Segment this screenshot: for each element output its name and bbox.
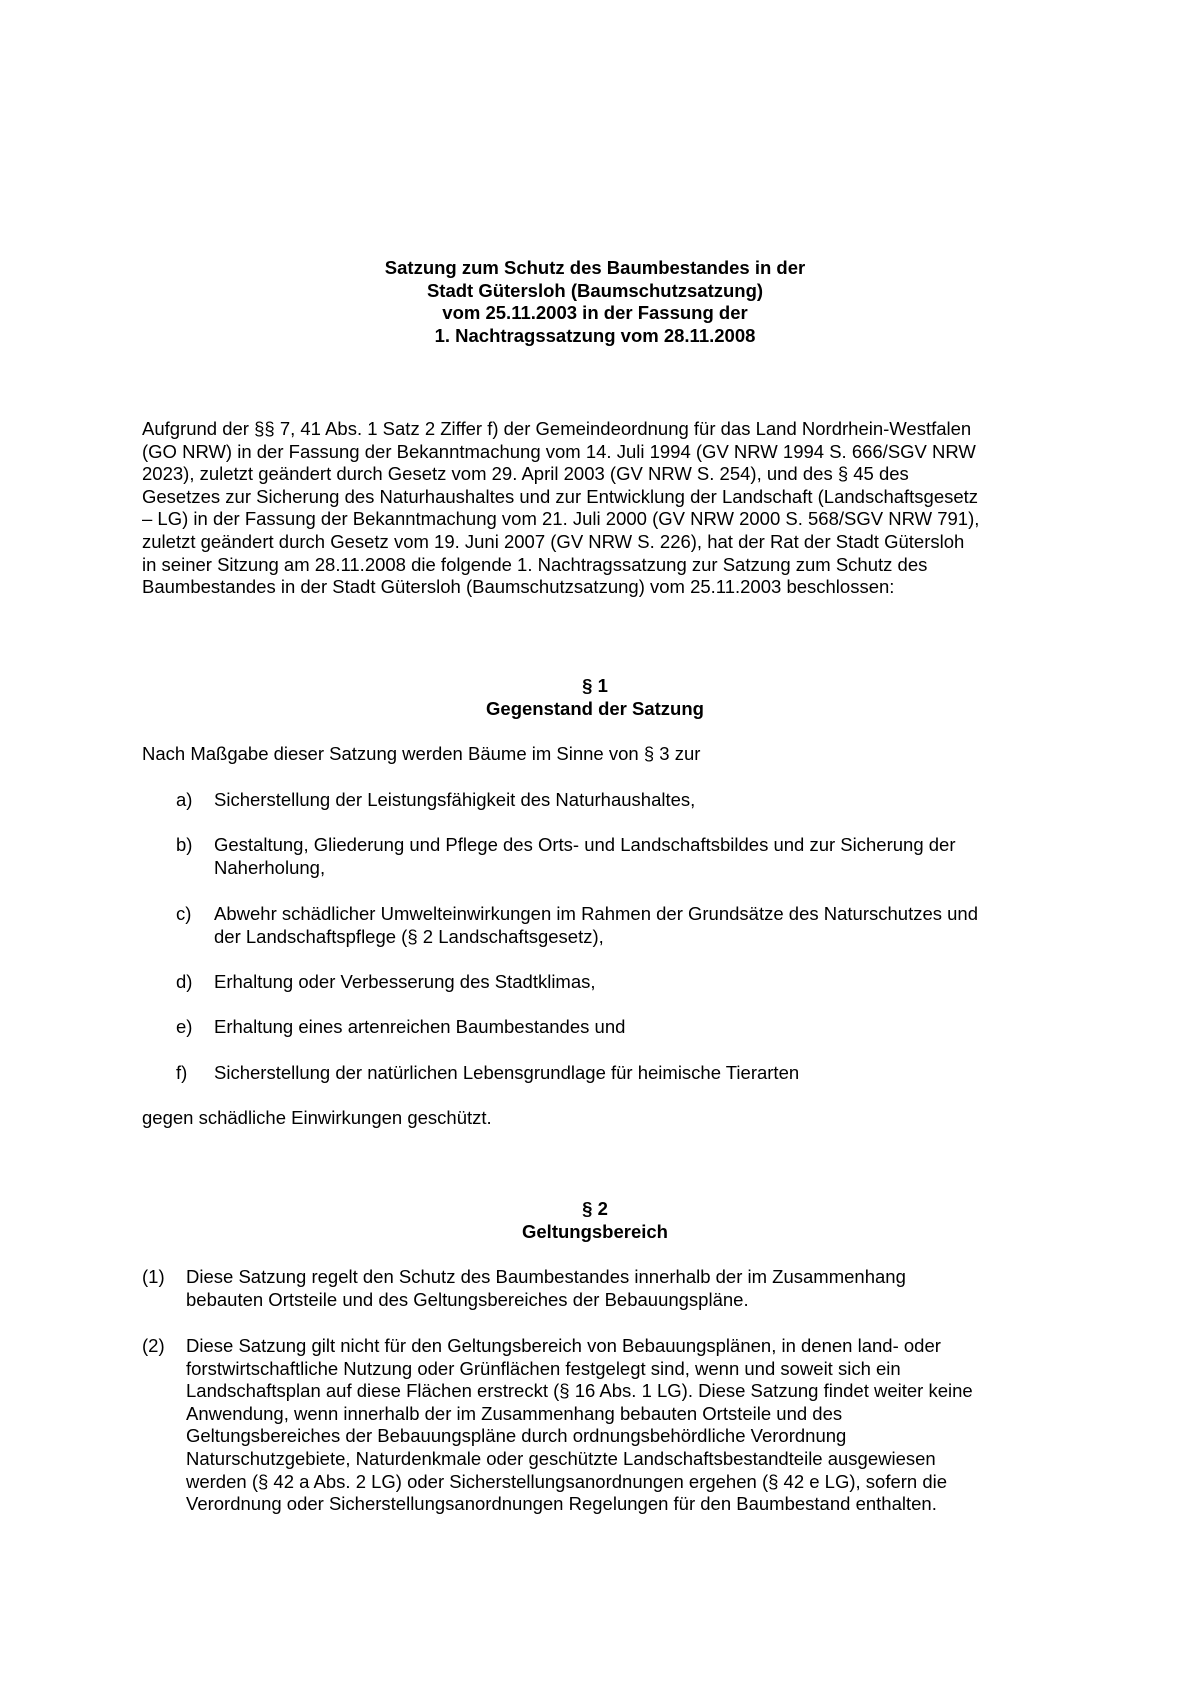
list-label: b) bbox=[176, 834, 193, 855]
title-line-2: Stadt Gütersloh (Baumschutzsatzung) bbox=[426, 279, 764, 301]
title-line-3: vom 25.11.2003 in der Fassung der bbox=[442, 302, 748, 324]
section-2-title: Geltungsbereich bbox=[522, 1220, 668, 1242]
item-text: werden (§ 42 a Abs. 2 LG) oder Sicherstellungsanordnungen ergehen (§ 42 e LG), sofern die bbox=[186, 1470, 948, 1492]
section-2-heading bbox=[0, 1198, 1190, 1243]
preamble-line: Baumbestandes in der Stadt Gütersloh (Baumschutzsatzung) vom 25.11.2003 beschlossen: bbox=[142, 576, 895, 598]
item-text: bebauten Ortsteile und des Geltungsbereiches der Bebauungspläne. bbox=[186, 1288, 749, 1310]
preamble-line: Gesetzes zur Sicherung des Naturhaushaltes und zur Entwicklung der Landschaft (Landschaftsgesetz bbox=[142, 485, 979, 507]
list-item-e bbox=[176, 1016, 1056, 1039]
preamble-paragraph bbox=[142, 418, 1062, 599]
list-item-f bbox=[176, 1062, 1056, 1085]
document-title bbox=[0, 257, 1190, 347]
title-line-4: 1. Nachtragssatzung vom 28.11.2008 bbox=[434, 324, 756, 346]
list-text: Erhaltung eines artenreichen Baumbestandes und bbox=[214, 1016, 626, 1037]
section-1-number: § 1 bbox=[582, 675, 608, 696]
item-number: (2) bbox=[142, 1335, 165, 1356]
list-text: der Landschaftspflege (§ 2 Landschaftsgesetz), bbox=[214, 925, 604, 947]
list-label: f) bbox=[176, 1062, 188, 1083]
list-text: Erhaltung oder Verbesserung des Stadtklimas, bbox=[214, 971, 596, 992]
list-text: Gestaltung, Gliederung und Pflege des Orts- und Landschaftsbildes und zur Sicherung der bbox=[214, 834, 956, 855]
list-text: Abwehr schädlicher Umwelteinwirkungen im Rahmen der Grundsätze des Naturschutzes und bbox=[214, 903, 979, 924]
item-text: Anwendung, wenn innerhalb der im Zusammenhang bebauten Ortsteile und des bbox=[186, 1402, 843, 1424]
list-text: Sicherstellung der natürlichen Lebensgrundlage für heimische Tierarten bbox=[214, 1062, 800, 1083]
item-text: Diese Satzung regelt den Schutz des Baumbestandes innerhalb der im Zusammenhang bbox=[186, 1266, 906, 1287]
preamble-line: in seiner Sitzung am 28.11.2008 die folgende 1. Nachtragssatzung zur Satzung zum Schutz des bbox=[142, 553, 928, 575]
section-1-title: Gegenstand der Satzung bbox=[486, 697, 704, 719]
section-1-heading bbox=[0, 675, 1190, 720]
list-item-a bbox=[176, 789, 1056, 812]
item-text: forstwirtschaftliche Nutzung oder Grünflächen festgelegt sind, wenn und soweit sich ein bbox=[186, 1357, 901, 1379]
list-item-c bbox=[176, 903, 1056, 948]
list-item-b bbox=[176, 834, 1056, 879]
preamble-line: zuletzt geändert durch Gesetz vom 19. Juni 2007 (GV NRW S. 226), hat der Rat der Stadt Gütersloh bbox=[142, 530, 965, 552]
list-item-d bbox=[176, 971, 1056, 994]
section-1-outro: gegen schädliche Einwirkungen geschützt. bbox=[142, 1107, 492, 1128]
item-text: Diese Satzung gilt nicht für den Geltungsbereich von Bebauungsplänen, in denen land- oder bbox=[186, 1335, 941, 1356]
list-label: a) bbox=[176, 789, 193, 810]
list-text: Naherholung, bbox=[214, 856, 326, 878]
preamble-line: (GO NRW) in der Fassung der Bekanntmachung vom 14. Juli 1994 (GV NRW 1994 S. 666/SGV NRW bbox=[142, 440, 976, 462]
list-label: d) bbox=[176, 971, 193, 992]
section-1-intro: Nach Maßgabe dieser Satzung werden Bäume im Sinne von § 3 zur bbox=[142, 743, 701, 764]
item-text: Naturschutzgebiete, Naturdenkmale oder geschützte Landschaftsbestandteile ausgewiesen bbox=[186, 1447, 936, 1469]
numbered-item-2 bbox=[142, 1335, 1062, 1516]
list-label: e) bbox=[176, 1016, 193, 1037]
title-line-1: Satzung zum Schutz des Baumbestandes in der bbox=[384, 257, 806, 278]
list-text: Sicherstellung der Leistungsfähigkeit des Naturhaushaltes, bbox=[214, 789, 696, 810]
preamble-line: 2023), zuletzt geändert durch Gesetz vom 29. April 2003 (GV NRW S. 254), und des § 45 des bbox=[142, 463, 909, 485]
preamble-line: Aufgrund der §§ 7, 41 Abs. 1 Satz 2 Ziffer f) der Gemeindeordnung für das Land Nordrhein-Westfalen bbox=[142, 418, 972, 439]
item-text: Geltungsbereiches der Bebauungspläne durch ordnungsbehördliche Verordnung bbox=[186, 1425, 847, 1447]
item-number: (1) bbox=[142, 1266, 165, 1287]
numbered-item-1 bbox=[142, 1266, 1062, 1311]
item-text: Verordnung oder Sicherstellungsanordnungen Regelungen für den Baumbestand enthalten. bbox=[186, 1493, 937, 1515]
list-label: c) bbox=[176, 903, 192, 924]
item-text: Landschaftsplan auf diese Flächen erstreckt (§ 16 Abs. 1 LG). Diese Satzung findet weiter keine bbox=[186, 1380, 973, 1402]
preamble-line: – LG) in der Fassung der Bekanntmachung vom 21. Juli 2000 (GV NRW 2000 S. 568/SGV NRW 791), bbox=[142, 508, 980, 530]
section-2-number: § 2 bbox=[582, 1198, 608, 1219]
